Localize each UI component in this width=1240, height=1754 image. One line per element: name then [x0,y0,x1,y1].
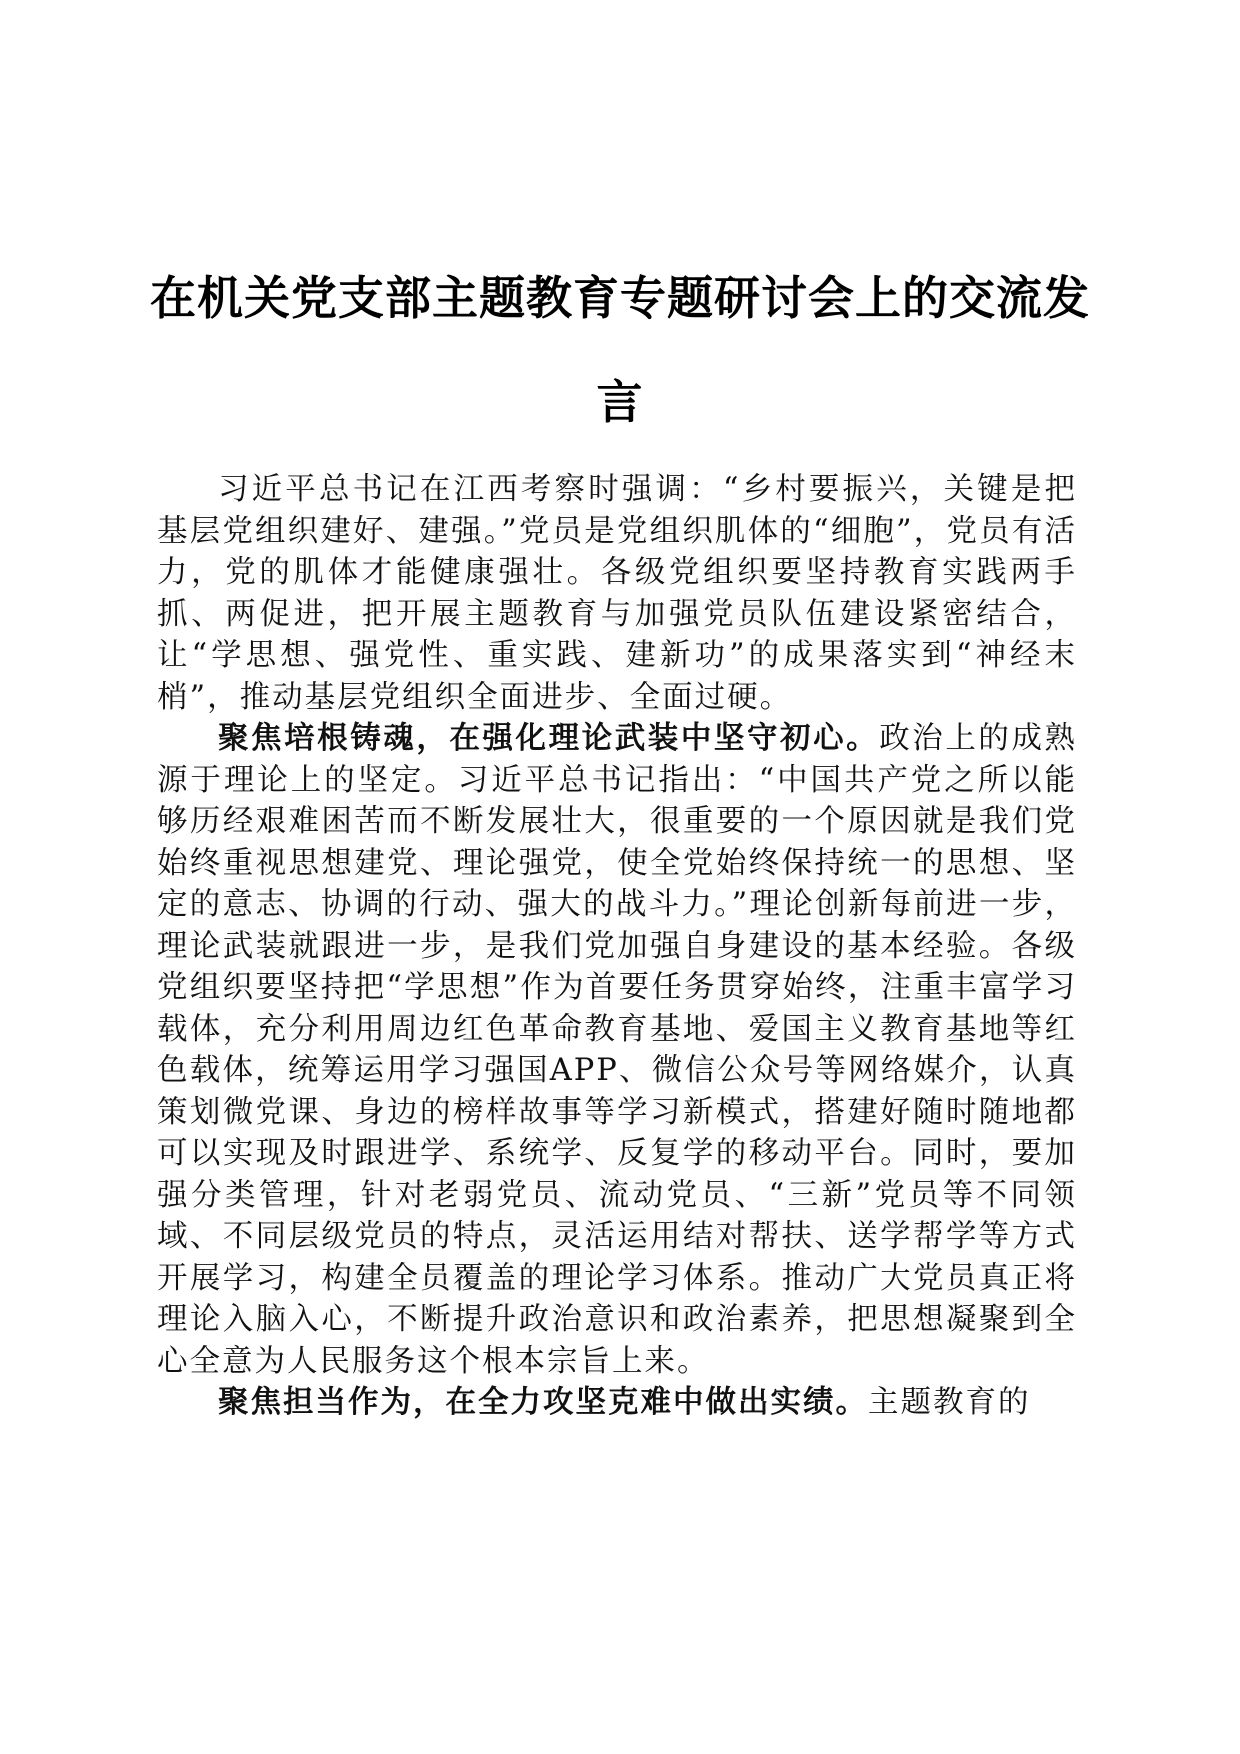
paragraph-theory-heading: 聚焦培根铸魂，在强化理论武装中坚守初心。 [218,721,880,756]
paragraph-action [157,1382,1077,1424]
paragraph-action-text: 主题教育的 [868,1385,1031,1420]
document-title: 在机关党支部主题教育专题研讨会上的交流发言 [150,271,1090,429]
paragraph-theory-text: 政治上的成熟源于理论上的坚定。习近平总书记指出：“中国共产党之所以能够历经艰难困苦而不断发展壮大，很重要的一个原因就是我们党始终重视思想建党、理论强党，使全党始终保持统一的思想、坚定的意志、协调的行动、强大的战斗力。”理论创新每前进一步，理论武装就跟进一步，是我们党加强自身建设的基本经验。各级党组织要坚持把“学思想”作为首要任务贯穿始终，注重丰富学习载体，充分利用周边红色革命教育基地、爱国主义教育基地等红色载体，统筹运用学习强国APP、微信公众号等网络媒介，认真策划微党课、身边的榜样故事等学习新模式，搭建好随时随地都可以实现及时跟进学、系统学、反复学的移动平台。同时，要加强分类管理，针对老弱党员、流动党员、“三新”党员等不同领域、不同层级党员的特点，灵活运用结对帮扶、送学帮学等方式开展学习，构建全员覆盖的理论学习体系。推动广大党员真正将理论入脑入心，不断提升政治意识和政治素养，把思想凝聚到全心全意为人民服务这个根本宗旨上来。 [157,721,1078,1379]
paragraph-action-heading: 聚焦担当作为，在全力攻坚克难中做出实绩。 [218,1385,868,1420]
document-body [157,469,1077,1424]
paragraph-intro-text: 习近平总书记在江西考察时强调：“乡村要振兴，关键是把基层党组织建好、建强。”党员是党组织肌体的“细胞”，党员有活力，党的肌体才能健康强壮。各级党组织要坚持教育实践两手抓、两促进，把开展主题教育与加强党员队伍建设紧密结合，让“学思想、强党性、重实践、建新功”的成果落实到“神经末梢”，推动基层党组织全面进步、全面过硬。 [157,472,1077,715]
paragraph-intro [157,469,1077,718]
paragraph-theory [157,718,1077,1382]
